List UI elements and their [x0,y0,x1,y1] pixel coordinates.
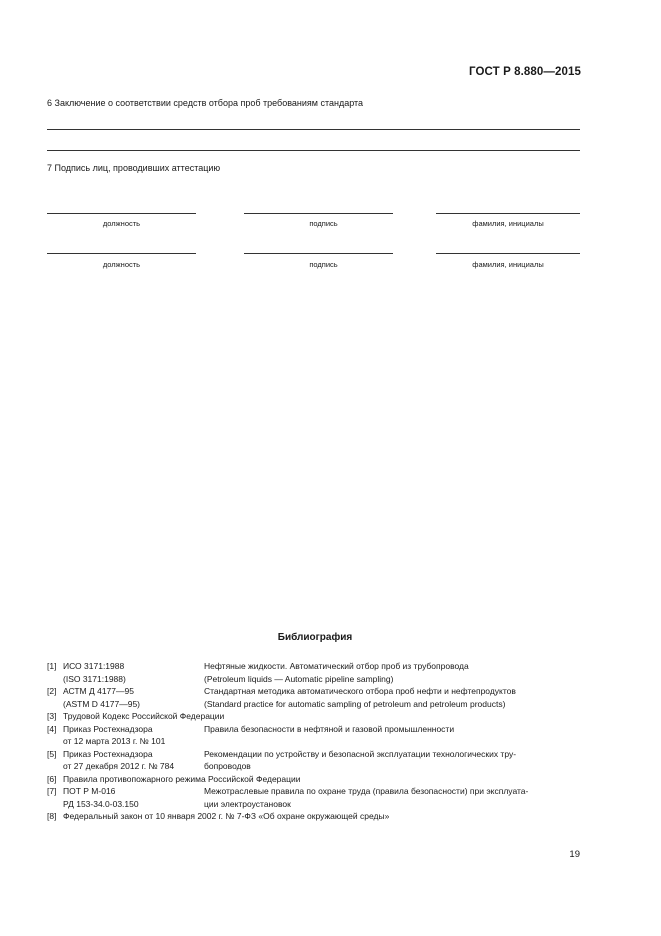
bibliography-entry [47,685,587,698]
signature-line [244,253,393,254]
name-caption: фамилия, инициалы [472,260,544,269]
fill-in-line [47,129,580,130]
bibliography-entry [47,698,587,711]
signature-caption: подпись [309,219,338,228]
bibliography-entry [47,785,587,798]
entry-reference: Приказ Ростехнадзора [63,723,153,734]
entry-reference: Правила противопожарного режима Российской Федерации [63,773,301,784]
bibliography-entry [47,673,587,686]
entry-description: Рекомендации по устройству и безопасной эксплуатации технологических тру- [204,748,517,759]
bibliography-entry [47,735,587,748]
entry-description: бопроводов [204,761,251,771]
document-standard-header: ГОСТ Р 8.880—2015 [469,66,581,78]
entry-description: Стандартная методика автоматического отбора проб нефти и нефтепродуктов [204,686,516,696]
entry-reference: (ASTM D 4177—95) [63,698,140,709]
entry-number: [8] [47,811,57,821]
signature-caption: подпись [309,260,338,269]
entry-reference: Федеральный закон от 10 января 2002 г. № 7-ФЗ «Об охране окружающей среды» [63,811,390,821]
signature-line [244,213,393,214]
entry-description: Межотраслевые правила по охране труда (правила безопасности) при эксплуата- [204,786,529,796]
entry-reference: РД 153-34.0-03.150 [63,798,139,809]
entry-number: [3] [47,711,57,721]
bibliography-entry [47,798,587,811]
entry-description: Правила безопасности в нефтяной и газовой промышленности [204,723,455,734]
signature-line [47,213,196,214]
page-number: 19 [569,849,580,860]
entry-number: [7] [47,786,57,796]
section-7-heading: 7 Подпись лиц, проводивших аттестацию [47,163,221,173]
signature-line [436,253,580,254]
section-6-heading: 6 Заключение о соответствии средств отбора проб требованиям стандарта [47,98,364,108]
entry-description: ции электроустановок [204,798,291,809]
signature-line [47,253,196,254]
entry-description: Нефтяные жидкости. Автоматический отбор проб из трубопровода [204,661,469,671]
bibliography-entry [47,748,587,761]
name-caption: фамилия, инициалы [472,219,544,228]
entry-reference: Трудовой Кодекс Российской Федерации [63,711,225,721]
bibliography-title: Библиография [277,632,353,643]
entry-reference: ИСО 3171:1988 [63,661,125,671]
bibliography-entry [47,773,587,786]
entry-reference: от 27 декабря 2012 г. № 784 [63,761,175,771]
position-caption: должность [102,219,141,228]
bibliography-entry [47,710,587,723]
bibliography-entry [47,723,587,736]
bibliography-entry [47,760,587,773]
entry-number: [2] [47,686,57,696]
entry-reference: (ISO 3171:1988) [63,673,126,684]
entry-description: (Petroleum liquids — Automatic pipeline sampling) [204,673,394,684]
signature-line [436,213,580,214]
entry-number: [5] [47,748,57,759]
entry-reference: ПОТ Р М-016 [63,786,116,796]
entry-number: [4] [47,723,57,734]
entry-reference: АСТМ Д 4177—95 [63,686,134,696]
bibliography-entry [47,810,587,823]
bibliography-entry [47,660,587,673]
entry-number: [1] [47,661,57,671]
fill-in-line [47,150,580,151]
position-caption: должность [102,260,141,269]
entry-reference: от 12 марта 2013 г. № 101 [63,736,166,746]
entry-reference: Приказ Ростехнадзора [63,748,153,759]
entry-description: (Standard practice for automatic sampling of petroleum and petroleum products) [204,698,506,709]
bibliography-list [47,660,587,823]
entry-number: [6] [47,773,57,784]
